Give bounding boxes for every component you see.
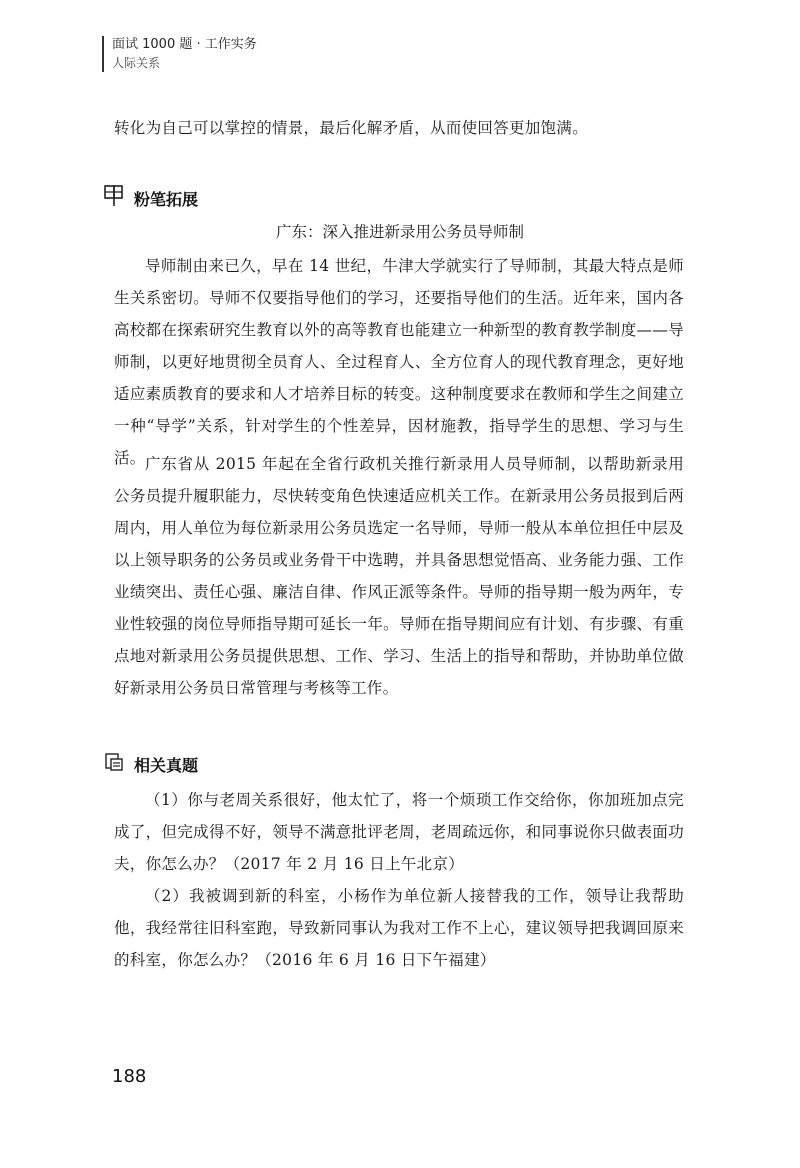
intro-paragraph: 转化为自己可以掌控的情景，最后化解矛盾，从而使回答更加饱满。: [114, 119, 589, 137]
extension-heading: [104, 184, 198, 212]
document-icon: [104, 752, 124, 776]
extension-subtitle: 广东：深入推进新录用公务员导师制: [275, 223, 524, 241]
running-header: [102, 36, 257, 72]
extension-paragraph-1: 导师制由来已久，早在 14 世纪，牛津大学就实行了导师制，其最大特点是师生关系密切。导师不仅要指导他们的学习，还要指导他们的生活。近年来，国内各高校都在探索研究生教育以外的高等教育也能建立一种新型的教育教学制度——导师制，以更好地贯彻全员育人、全过程育人、全方位育人的现代教育理念，更好地适应素质教育的要求和人才培养目标的转变。这种制度要求在教师和学生之间建立一种“导学”关系，针对学生的个性差异，因材施教，指导学生的思想、学习与生活。: [114, 257, 684, 467]
chapter-title: 人际关系: [112, 56, 161, 70]
page-number: 188: [112, 1066, 147, 1087]
extension-heading-label: 粉笔拓展: [134, 189, 199, 209]
book-title: 面试 1000 题 · 工作实务: [112, 37, 257, 52]
related-heading: [104, 752, 198, 776]
book-pages-icon: [104, 184, 124, 212]
related-heading-label: 相关真题: [134, 755, 199, 775]
extension-paragraph-2: 广东省从 2015 年起在全省行政机关推行新录用人员导师制，以帮助新录用公务员提升履职能力，尽快转变角色快速适应机关工作。在新录用公务员报到后两周内，用人单位为每位新录用公务员选定一名导师，导师一般从本单位担任中层及以上领导职务的公务员或业务骨干中选聘，并具备思想觉悟高、业务能力强、工作业绩突出、责任心强、廉洁自律、作风正派等条件。导师的指导期一般为两年，专业性较强的岗位导师指导期可延长一年。导师在指导期间应有计划、有步骤、有重点地对新录用公务员提供思想、工作、学习、生活上的指导和帮助，并协助单位做好新录用公务员日常管理与考核等工作。: [114, 455, 684, 697]
related-question-2: （2）我被调到新的科室，小杨作为单位新人接替我的工作，领导让我帮助他，我经常往旧科室跑，导致新同事认为我对工作不上心，建议领导把我调回原来的科室，你怎么办？（2016 年 6 月 16 日下午福建）: [114, 887, 684, 969]
related-question-1: （1）你与老周关系很好，他太忙了，将一个烦琐工作交给你，你加班加点完成了，但完成得不好，领导不满意批评老周，老周疏远你，和同事说你只做表面功夫，你怎么办？（2017 年 2 月 16 日上午北京）: [114, 791, 684, 873]
